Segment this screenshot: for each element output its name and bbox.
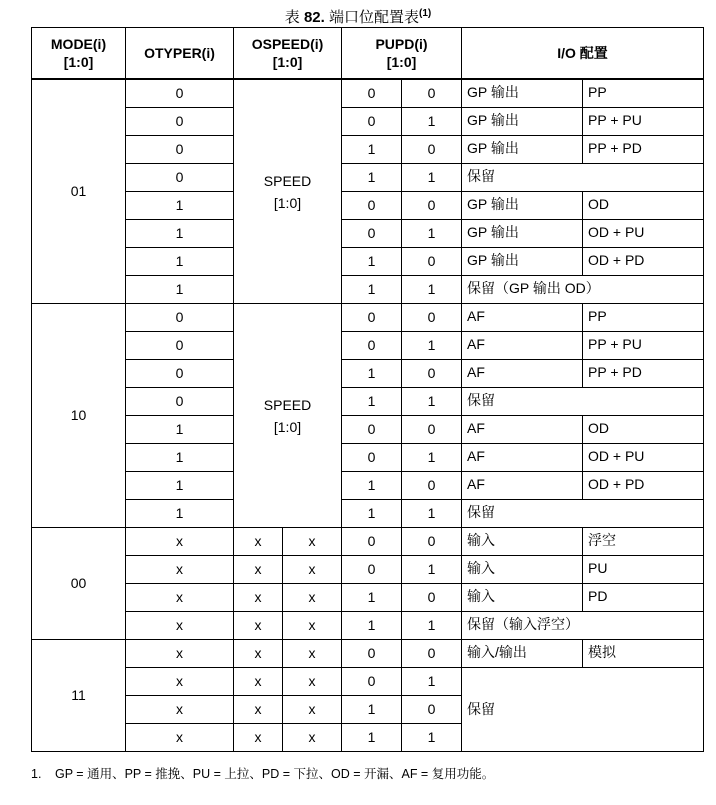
- table-row: [32, 332, 704, 360]
- footnote: [31, 766, 494, 782]
- otyper-cell: x: [126, 556, 234, 584]
- io-type-cell: AF: [462, 444, 583, 472]
- io-mode-cell: 模拟: [583, 640, 704, 668]
- table-row: [32, 136, 704, 164]
- io-config-cell: 保留: [462, 388, 704, 416]
- table-row: [32, 612, 704, 640]
- ospeed1-cell: x: [283, 696, 342, 724]
- caption-footnote-ref: (1): [419, 8, 432, 19]
- pupd1-cell: 0: [402, 192, 462, 220]
- table-row: [32, 388, 704, 416]
- ospeed0-cell: x: [234, 724, 283, 752]
- pupd0-cell: 0: [342, 668, 402, 696]
- table-row: [32, 528, 704, 556]
- footnote-text: GP = 通用、PP = 推挽、PU = 上拉、PD = 下拉、OD = 开漏、AF = 复用功能。: [55, 767, 495, 781]
- pupd1-cell: 0: [402, 696, 462, 724]
- io-mode-cell: OD + PD: [583, 248, 704, 276]
- pupd1-cell: 0: [402, 304, 462, 332]
- io-type-cell: AF: [462, 360, 583, 388]
- io-mode-cell: PP + PD: [583, 360, 704, 388]
- pupd0-cell: 0: [342, 108, 402, 136]
- pupd1-cell: 1: [402, 108, 462, 136]
- ospeed1-cell: x: [283, 640, 342, 668]
- otyper-cell: 1: [126, 472, 234, 500]
- otyper-cell: x: [126, 612, 234, 640]
- table-row: [32, 108, 704, 136]
- ospeed0-cell: x: [234, 528, 283, 556]
- pupd0-cell: 1: [342, 248, 402, 276]
- io-config-cell: 保留: [462, 500, 704, 528]
- header-otyper: OTYPER(i): [126, 28, 234, 80]
- io-mode-cell: PP + PU: [583, 332, 704, 360]
- otyper-cell: 0: [126, 332, 234, 360]
- io-type-cell: 输入/输出: [462, 640, 583, 668]
- pupd0-cell: 1: [342, 136, 402, 164]
- io-type-cell: AF: [462, 304, 583, 332]
- table-row: [32, 640, 704, 668]
- pupd0-cell: 1: [342, 164, 402, 192]
- io-type-cell: GP 输出: [462, 220, 583, 248]
- pupd1-cell: 0: [402, 360, 462, 388]
- io-type-cell: AF: [462, 472, 583, 500]
- pupd1-cell: 1: [402, 220, 462, 248]
- pupd1-cell: 0: [402, 584, 462, 612]
- pupd0-cell: 1: [342, 360, 402, 388]
- pupd0-cell: 0: [342, 416, 402, 444]
- header-mode: MODE(i) [1:0]: [32, 28, 126, 80]
- otyper-cell: x: [126, 696, 234, 724]
- io-mode-cell: OD + PD: [583, 472, 704, 500]
- table-row: [32, 668, 704, 696]
- caption-prefix: 表: [284, 9, 300, 26]
- otyper-cell: 0: [126, 164, 234, 192]
- mode-cell: 11: [32, 640, 126, 752]
- ospeed1-cell: x: [283, 584, 342, 612]
- io-type-cell: GP 输出: [462, 108, 583, 136]
- pupd0-cell: 0: [342, 220, 402, 248]
- otyper-cell: 1: [126, 416, 234, 444]
- pupd1-cell: 0: [402, 136, 462, 164]
- otyper-cell: 0: [126, 304, 234, 332]
- table-row: [32, 164, 704, 192]
- otyper-cell: 1: [126, 276, 234, 304]
- footnote-number: 1.: [31, 767, 42, 781]
- pupd0-cell: 0: [342, 528, 402, 556]
- port-bit-config-table: [31, 27, 704, 752]
- ospeed-cell: SPEED [1:0]: [234, 304, 342, 528]
- io-mode-cell: PP + PU: [583, 108, 704, 136]
- pupd1-cell: 1: [402, 612, 462, 640]
- io-mode-cell: PP: [583, 79, 704, 108]
- pupd0-cell: 1: [342, 388, 402, 416]
- table-row: [32, 556, 704, 584]
- ospeed-cell: SPEED [1:0]: [234, 79, 342, 304]
- io-type-cell: 输入: [462, 528, 583, 556]
- table-row: [32, 304, 704, 332]
- pupd1-cell: 1: [402, 668, 462, 696]
- io-config-cell: 保留（GP 输出 OD）: [462, 276, 704, 304]
- otyper-cell: x: [126, 528, 234, 556]
- pupd0-cell: 0: [342, 304, 402, 332]
- ospeed1-cell: x: [283, 724, 342, 752]
- ospeed0-cell: x: [234, 668, 283, 696]
- table-row: [32, 472, 704, 500]
- otyper-cell: 1: [126, 192, 234, 220]
- pupd1-cell: 1: [402, 332, 462, 360]
- table-row: [32, 584, 704, 612]
- caption-number: 82.: [303, 9, 325, 26]
- table-body: [32, 79, 704, 752]
- otyper-cell: x: [126, 668, 234, 696]
- pupd0-cell: 0: [342, 444, 402, 472]
- table-row: [32, 416, 704, 444]
- otyper-cell: 1: [126, 248, 234, 276]
- io-type-cell: GP 输出: [462, 248, 583, 276]
- table-row: [32, 276, 704, 304]
- io-mode-cell: PD: [583, 584, 704, 612]
- pupd0-cell: 1: [342, 612, 402, 640]
- header-io-config: I/O 配置: [462, 28, 704, 80]
- io-config-cell: 保留: [462, 668, 704, 752]
- table-row: [32, 500, 704, 528]
- header-ospeed: OSPEED(i) [1:0]: [234, 28, 342, 80]
- ospeed0-cell: x: [234, 556, 283, 584]
- pupd0-cell: 1: [342, 584, 402, 612]
- io-mode-cell: 浮空: [583, 528, 704, 556]
- pupd0-cell: 1: [342, 724, 402, 752]
- pupd0-cell: 1: [342, 276, 402, 304]
- otyper-cell: 1: [126, 500, 234, 528]
- ospeed1-cell: x: [283, 612, 342, 640]
- pupd1-cell: 0: [402, 472, 462, 500]
- pupd0-cell: 1: [342, 500, 402, 528]
- pupd0-cell: 0: [342, 332, 402, 360]
- table-row: [32, 360, 704, 388]
- otyper-cell: 0: [126, 136, 234, 164]
- pupd1-cell: 1: [402, 388, 462, 416]
- ospeed0-cell: x: [234, 612, 283, 640]
- pupd1-cell: 1: [402, 724, 462, 752]
- otyper-cell: 0: [126, 388, 234, 416]
- table-row: [32, 444, 704, 472]
- otyper-cell: 0: [126, 79, 234, 108]
- io-type-cell: GP 输出: [462, 192, 583, 220]
- ospeed0-cell: x: [234, 640, 283, 668]
- table-row: [32, 192, 704, 220]
- otyper-cell: x: [126, 584, 234, 612]
- table-row: [32, 79, 704, 108]
- table-caption: [0, 4, 716, 28]
- io-type-cell: GP 输出: [462, 136, 583, 164]
- pupd1-cell: 0: [402, 640, 462, 668]
- io-mode-cell: OD + PU: [583, 220, 704, 248]
- pupd1-cell: 0: [402, 528, 462, 556]
- ospeed1-cell: x: [283, 668, 342, 696]
- io-mode-cell: OD: [583, 192, 704, 220]
- ospeed0-cell: x: [234, 696, 283, 724]
- pupd1-cell: 1: [402, 444, 462, 472]
- mode-cell: 10: [32, 304, 126, 528]
- io-mode-cell: OD: [583, 416, 704, 444]
- pupd1-cell: 0: [402, 248, 462, 276]
- table-row: [32, 248, 704, 276]
- pupd0-cell: 1: [342, 472, 402, 500]
- io-mode-cell: OD + PU: [583, 444, 704, 472]
- ospeed1-cell: x: [283, 528, 342, 556]
- pupd0-cell: 0: [342, 79, 402, 108]
- io-type-cell: AF: [462, 416, 583, 444]
- header-row: [32, 28, 704, 80]
- pupd0-cell: 0: [342, 192, 402, 220]
- otyper-cell: 1: [126, 220, 234, 248]
- pupd0-cell: 0: [342, 556, 402, 584]
- io-mode-cell: PU: [583, 556, 704, 584]
- otyper-cell: 1: [126, 444, 234, 472]
- pupd1-cell: 0: [402, 79, 462, 108]
- pupd0-cell: 0: [342, 640, 402, 668]
- io-type-cell: GP 输出: [462, 79, 583, 108]
- pupd1-cell: 1: [402, 164, 462, 192]
- mode-cell: 00: [32, 528, 126, 640]
- otyper-cell: 0: [126, 108, 234, 136]
- otyper-cell: x: [126, 640, 234, 668]
- io-config-cell: 保留: [462, 164, 704, 192]
- otyper-cell: x: [126, 724, 234, 752]
- ospeed0-cell: x: [234, 584, 283, 612]
- io-type-cell: 输入: [462, 556, 583, 584]
- pupd1-cell: 1: [402, 556, 462, 584]
- io-type-cell: AF: [462, 332, 583, 360]
- ospeed1-cell: x: [283, 556, 342, 584]
- pupd0-cell: 1: [342, 696, 402, 724]
- caption-title: 端口位配置表: [328, 9, 419, 26]
- otyper-cell: 0: [126, 360, 234, 388]
- io-mode-cell: PP: [583, 304, 704, 332]
- io-type-cell: 输入: [462, 584, 583, 612]
- pupd1-cell: 1: [402, 500, 462, 528]
- mode-cell: 01: [32, 79, 126, 304]
- table-row: [32, 220, 704, 248]
- pupd1-cell: 0: [402, 416, 462, 444]
- header-pupd: PUPD(i) [1:0]: [342, 28, 462, 80]
- io-mode-cell: PP + PD: [583, 136, 704, 164]
- pupd1-cell: 1: [402, 276, 462, 304]
- io-config-cell: 保留（输入浮空）: [462, 612, 704, 640]
